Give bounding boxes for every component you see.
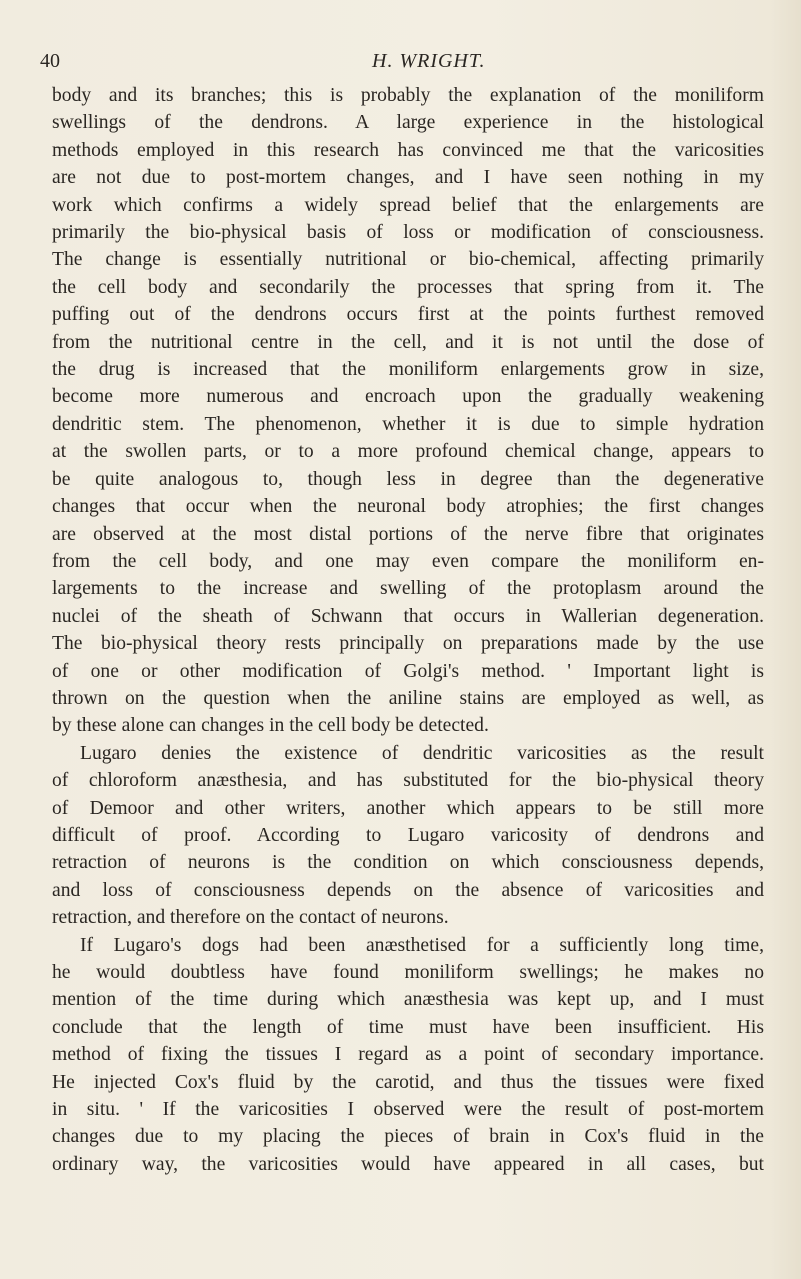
text-line: by these alone can changes in the cell body be detected.: [52, 715, 489, 737]
text-line: become more numerous and encroach upon the gradually weakening: [52, 386, 764, 408]
body-text: [52, 82, 764, 1178]
text-line: the cell body and secondarily the processes that spring from it. The: [52, 276, 764, 298]
text-line: primarily the bio-physical basis of loss or modification of consciousness.: [52, 222, 764, 244]
text-line: puffing out of the dendrons occurs first at the points furthest removed: [52, 304, 764, 326]
text-line: nuclei of the sheath of Schwann that occurs in Wallerian degeneration.: [52, 605, 764, 627]
text-line: from the cell body, and one may even compare the moniliform en-: [52, 550, 764, 572]
text-line: He injected Cox's fluid by the carotid, and thus the tissues were fixed: [52, 1071, 764, 1093]
text-line: in situ. ' If the varicosities I observed were the result of post-mortem: [52, 1099, 764, 1121]
text-line: largements to the increase and swelling of the protoplasm around the: [52, 578, 764, 600]
text-line: of one or other modification of Golgi's method. ' Important light is: [52, 660, 764, 682]
running-title: H. WRIGHT.: [372, 50, 486, 72]
text-line: difficult of proof. According to Lugaro varicosity of dendrons and: [52, 824, 764, 846]
page-header: [40, 50, 761, 80]
text-line: and loss of consciousness depends on the absence of varicosities and: [52, 879, 764, 901]
text-line: be quite analogous to, though less in degree than the degenerative: [52, 468, 764, 490]
text-line: method of fixing the tissues I regard as a point of secondary importance.: [52, 1044, 764, 1066]
text-line: ordinary way, the varicosities would have appeared in all cases, but: [52, 1153, 764, 1175]
text-line: The change is essentially nutritional or bio-chemical, affecting primarily: [52, 249, 764, 271]
text-line: are observed at the most distal portions of the nerve fibre that originates: [52, 523, 764, 545]
text-line: are not due to post-mortem changes, and I have seen nothing in my: [52, 167, 764, 189]
text-line: mention of the time during which anæsthesia was kept up, and I must: [52, 989, 764, 1011]
text-line: The bio-physical theory rests principally on preparations made by the use: [52, 633, 764, 655]
text-line: of Demoor and other writers, another which appears to be still more: [52, 797, 764, 819]
text-line: from the nutritional centre in the cell, and it is not until the dose of: [52, 331, 764, 353]
text-line: work which confirms a widely spread belief that the enlargements are: [52, 194, 764, 216]
text-line: swellings of the dendrons. A large experience in the histological: [52, 112, 764, 134]
text-line: retraction of neurons is the condition on which consciousness depends,: [52, 852, 764, 874]
text-line: the drug is increased that the moniliform enlargements grow in size,: [52, 359, 764, 381]
text-line: he would doubtless have found moniliform swellings; he makes no: [52, 962, 764, 983]
text-line: If Lugaro's dogs had been anæsthetised for a sufficiently long time,: [80, 934, 764, 956]
text-line: of chloroform anæsthesia, and has substituted for the bio-physical theory: [52, 770, 764, 792]
text-line: methods employed in this research has convinced me that the varicosities: [52, 139, 764, 161]
text-line: Lugaro denies the existence of dendritic varicosities as the result: [80, 742, 764, 764]
text-line: at the swollen parts, or to a more profound chemical change, appears to: [52, 441, 764, 463]
text-line: body and its branches; this is probably the explanation of the moniliform: [52, 85, 764, 106]
text-line: changes that occur when the neuronal body atrophies; the first changes: [52, 496, 764, 518]
text-line: retraction, and therefore on the contact of neurons.: [52, 907, 449, 929]
text-line: conclude that the length of time must have been insufficient. His: [52, 1016, 764, 1038]
text-line: changes due to my placing the pieces of brain in Cox's fluid in the: [52, 1126, 764, 1148]
page-number: 40: [40, 50, 60, 72]
text-line: dendritic stem. The phenomenon, whether it is due to simple hydration: [52, 413, 764, 435]
text-line: thrown on the question when the aniline stains are employed as well, as: [52, 687, 764, 709]
